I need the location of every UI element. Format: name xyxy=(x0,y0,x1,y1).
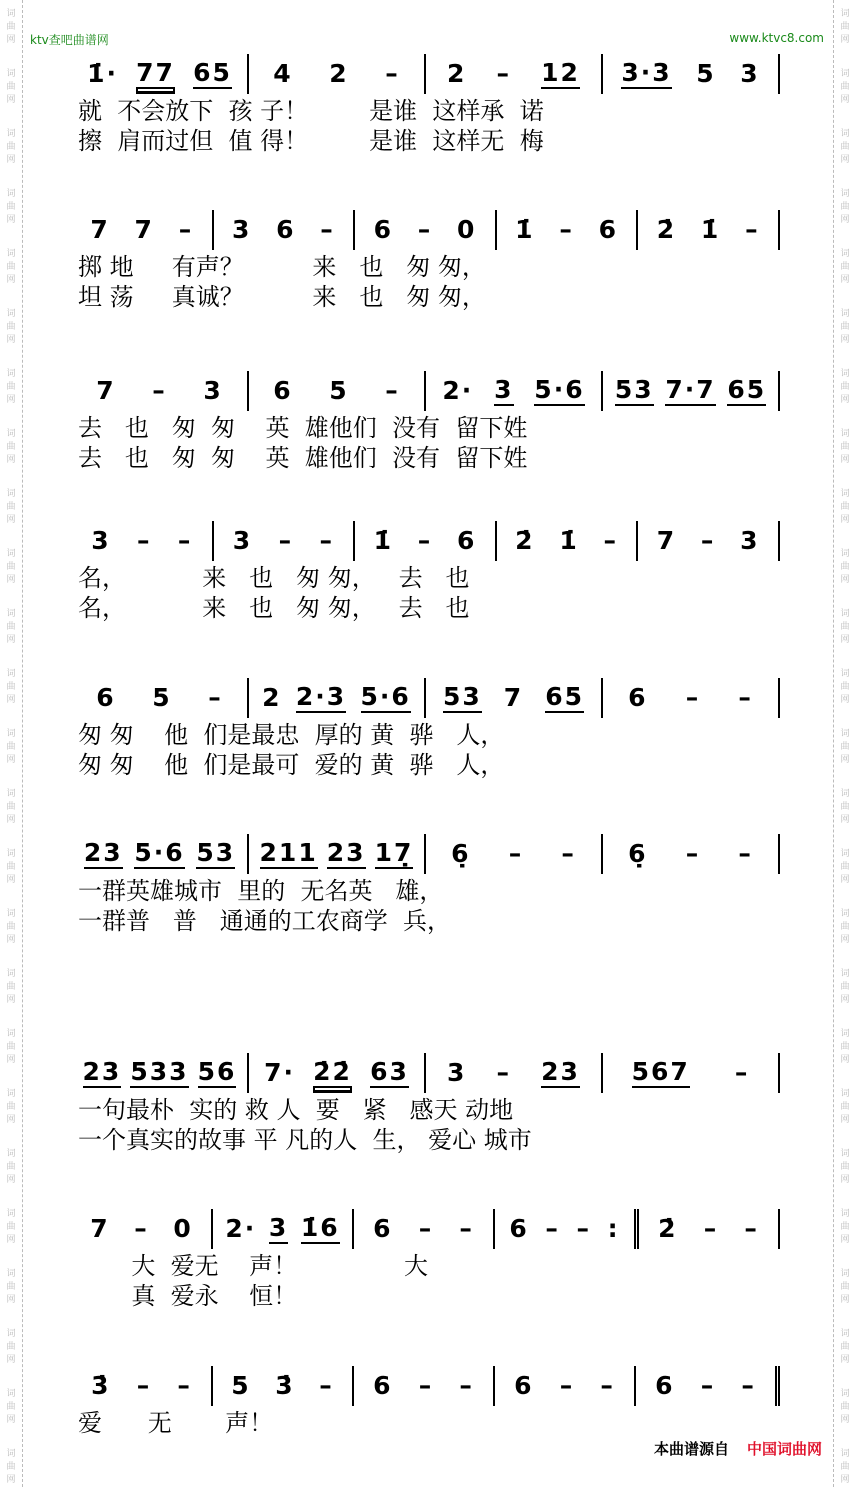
watermark: 词 曲 网 xyxy=(6,1449,16,1485)
note: 2 xyxy=(329,59,349,88)
watermark: 词 曲 网 xyxy=(6,429,16,465)
watermark: 词 曲 网 xyxy=(840,789,850,825)
note: 4 xyxy=(273,59,293,88)
watermark: 词 曲 网 xyxy=(840,129,850,165)
measure xyxy=(249,54,426,94)
note: 5·6 xyxy=(360,682,411,711)
measure xyxy=(603,1053,780,1093)
measure xyxy=(426,371,603,411)
measure xyxy=(78,1209,213,1249)
measure xyxy=(497,521,639,561)
note: 0 xyxy=(173,1214,193,1243)
note: 2̇ xyxy=(658,1214,678,1243)
note: – xyxy=(603,526,618,555)
score-system xyxy=(78,208,780,312)
score-system xyxy=(78,832,780,936)
watermark: 词 曲 网 xyxy=(840,189,850,225)
note: – xyxy=(208,683,223,712)
note: – xyxy=(685,839,701,868)
lyric-line: 大 爱无 声！ 大 xyxy=(78,1252,428,1280)
measure xyxy=(78,521,214,561)
watermark: 词 曲 网 xyxy=(6,69,16,105)
note: 12 xyxy=(541,58,580,87)
lyric-line: 名， 来 也 匆 匆， 去 也 xyxy=(78,594,470,622)
watermark: 词 曲 网 xyxy=(6,9,16,45)
note: 3·3 xyxy=(621,58,672,87)
left-margin xyxy=(0,0,23,1487)
measure xyxy=(603,834,780,874)
note: 533 xyxy=(130,1057,189,1086)
measure xyxy=(249,678,426,718)
score-system xyxy=(78,1364,780,1438)
note: – xyxy=(738,683,753,712)
note: – xyxy=(576,1214,591,1243)
watermark: 词 曲 网 xyxy=(840,729,850,765)
note: 2· xyxy=(225,1214,257,1243)
site-name: ktv查吧曲谱网 xyxy=(30,33,109,47)
note: 2 xyxy=(447,59,467,88)
note: – xyxy=(741,1371,756,1400)
note: 7 xyxy=(90,215,110,244)
note: – xyxy=(417,526,433,555)
measure xyxy=(78,834,249,874)
watermark: 词 曲 网 xyxy=(6,1389,16,1425)
note: 23 xyxy=(326,838,366,867)
note: – xyxy=(508,839,524,868)
note: 65 xyxy=(193,58,232,87)
note: 3 xyxy=(232,526,253,555)
measure xyxy=(354,1209,495,1249)
notes-row xyxy=(78,1207,780,1251)
source-label: 本曲谱源自 xyxy=(653,1440,729,1458)
note: – xyxy=(178,215,194,244)
note: 65 xyxy=(545,682,584,711)
note: – xyxy=(700,526,716,555)
note: – xyxy=(734,1058,750,1087)
watermark: 词 曲 网 xyxy=(840,1329,850,1365)
watermark: 词 曲 网 xyxy=(6,1269,16,1305)
watermark: 词 曲 网 xyxy=(840,309,850,345)
note: 77 xyxy=(136,58,175,87)
note: 6 xyxy=(655,1371,675,1400)
note: – xyxy=(320,215,335,244)
watermark: 词 曲 网 xyxy=(840,9,850,45)
watermark: 词 曲 网 xyxy=(840,1149,850,1185)
notes-row xyxy=(78,1364,780,1408)
note: 1̇ xyxy=(515,215,535,244)
note: 23 xyxy=(541,1057,580,1086)
watermark: 词 曲 网 xyxy=(6,969,16,1005)
watermark: 词 曲 网 xyxy=(840,969,850,1005)
note: 3 xyxy=(91,526,111,555)
score-system xyxy=(78,519,780,623)
note: 3̇ xyxy=(275,1371,295,1400)
measure xyxy=(78,210,214,250)
watermark: 词 曲 网 xyxy=(6,1329,16,1365)
watermark: 词 曲 网 xyxy=(840,489,850,525)
watermark: 词 曲 网 xyxy=(840,1389,850,1425)
watermark: 词 曲 网 xyxy=(6,849,16,885)
note: – xyxy=(418,1214,434,1243)
measure xyxy=(213,1209,354,1249)
measure xyxy=(249,834,426,874)
note: – xyxy=(745,215,760,244)
note: – xyxy=(600,1371,615,1400)
note: 7 xyxy=(656,526,677,555)
watermark: 词 曲 网 xyxy=(6,789,16,825)
note: 6 xyxy=(598,215,618,244)
lyric-line: 去 也 匆 匆 英 雄他们 没有 留下姓 xyxy=(78,414,528,442)
right-margin xyxy=(833,0,856,1487)
note: 211 xyxy=(259,838,318,867)
note: 5 xyxy=(696,59,716,88)
note: 1̇ xyxy=(559,526,579,555)
watermark: 词 曲 网 xyxy=(6,1149,16,1185)
watermark: 词 曲 网 xyxy=(840,849,850,885)
measure xyxy=(355,521,497,561)
note: 6 xyxy=(276,215,296,244)
note: – xyxy=(177,526,193,555)
site-url[interactable]: www.ktvc8.com xyxy=(729,31,824,45)
watermark: 词 曲 网 xyxy=(6,1089,16,1125)
watermark: 词 曲 网 xyxy=(840,909,850,945)
note: 2̇ xyxy=(515,526,535,555)
note: – xyxy=(559,215,574,244)
measure xyxy=(78,54,249,94)
measure xyxy=(603,54,780,94)
lyric-line: 坦 荡 真诚？ 来 也 匆 匆， xyxy=(78,283,486,311)
watermark: 词 曲 网 xyxy=(6,129,16,165)
measure xyxy=(78,371,249,411)
note: 7·7 xyxy=(665,375,716,404)
measure xyxy=(78,1366,213,1406)
measure xyxy=(354,1366,495,1406)
watermark: 词 曲 网 xyxy=(6,249,16,285)
note: 5 xyxy=(231,1371,251,1400)
note: 23 xyxy=(83,838,123,867)
note: 6 xyxy=(373,1371,393,1400)
note: 6 xyxy=(628,683,648,712)
note: 3̇ xyxy=(91,1371,111,1400)
note: 6 xyxy=(96,683,116,712)
watermark: 词 曲 网 xyxy=(840,69,850,105)
note: 1̇· xyxy=(87,59,118,88)
note: – xyxy=(136,1371,152,1400)
lyric-line: 掷 地 有声？ 来 也 匆 匆， xyxy=(78,253,486,281)
note: – xyxy=(418,1371,434,1400)
note: 2 xyxy=(262,683,282,712)
note: 6 xyxy=(456,526,477,555)
lyric-line: 就 不会放下 孩 子！ 是谁 这样承 诺 xyxy=(78,97,544,125)
watermark: 词 曲 网 xyxy=(840,369,850,405)
note: – xyxy=(385,376,400,405)
notes-row xyxy=(78,369,780,413)
note: 1̇6 xyxy=(300,1213,340,1242)
note: 567 xyxy=(631,1057,690,1086)
watermark: 词 曲 网 xyxy=(6,1029,16,1065)
lyric-line: 匆 匆 他 们是最可 爱的 黄 骅 人， xyxy=(78,751,505,779)
watermark: 词 曲 网 xyxy=(840,1449,850,1485)
note: 7 xyxy=(96,376,116,405)
note: 5 xyxy=(152,683,172,712)
watermark: 词 曲 网 xyxy=(6,729,16,765)
notes-row xyxy=(78,1051,780,1095)
measure xyxy=(78,1053,249,1093)
note: 6 xyxy=(509,1214,529,1243)
note: – xyxy=(738,839,753,868)
measure xyxy=(426,54,603,94)
note: – xyxy=(417,215,433,244)
note: 6 xyxy=(514,1371,534,1400)
measure xyxy=(495,1209,639,1249)
note: 1̇ xyxy=(373,526,393,555)
measure xyxy=(355,210,497,250)
note: 53 xyxy=(196,838,236,867)
note: 5 xyxy=(329,376,349,405)
score-system xyxy=(78,52,780,156)
note: – xyxy=(319,526,334,555)
measure xyxy=(426,678,603,718)
note: – xyxy=(136,526,152,555)
note: – xyxy=(319,1371,334,1400)
watermark: 词 曲 网 xyxy=(840,249,850,285)
lyric-line: 匆 匆 他 们是最忠 厚的 黄 骅 人， xyxy=(78,721,505,749)
watermark: 词 曲 网 xyxy=(840,1089,850,1125)
measure xyxy=(636,1366,780,1406)
watermark: 词 曲 网 xyxy=(840,1269,850,1305)
measure xyxy=(495,1366,636,1406)
note: 6 xyxy=(373,215,393,244)
lyric-line: 爱 无 声！ xyxy=(78,1409,274,1437)
note: 0 xyxy=(456,215,477,244)
note: 7 xyxy=(134,215,154,244)
note: – xyxy=(496,1058,512,1087)
measure xyxy=(426,834,603,874)
note: – xyxy=(561,839,576,868)
measure xyxy=(213,1366,354,1406)
note: 5·6 xyxy=(534,375,585,404)
watermark: 词 曲 网 xyxy=(840,549,850,585)
measure xyxy=(426,1053,603,1093)
watermark: 词 曲 网 xyxy=(840,429,850,465)
watermark: 词 曲 网 xyxy=(840,1029,850,1065)
note: 7· xyxy=(264,1058,295,1087)
note: 2̇2̇ xyxy=(313,1057,352,1086)
note: – xyxy=(559,1371,575,1400)
lyric-line: 一句最朴 实的 救 人 要 紧 感天 动地 xyxy=(78,1096,514,1124)
note: – xyxy=(703,1214,719,1243)
measure xyxy=(603,371,780,411)
watermark: 词 曲 网 xyxy=(6,609,16,645)
note: 63 xyxy=(370,1057,409,1086)
lyric-line: 去 也 匆 匆 英 雄他们 没有 留下姓 xyxy=(78,444,528,472)
notes-row xyxy=(78,519,780,563)
note: 6 xyxy=(273,376,293,405)
note: 7 xyxy=(90,1214,110,1243)
watermark: 词 曲 网 xyxy=(6,309,16,345)
note: 2· xyxy=(442,376,474,405)
notes-row xyxy=(78,676,780,720)
watermark: 词 曲 网 xyxy=(6,189,16,225)
note: 23 xyxy=(82,1057,122,1086)
note: – xyxy=(744,1214,759,1243)
note: – xyxy=(134,1214,149,1243)
measure xyxy=(214,521,356,561)
measure xyxy=(497,210,639,250)
note: 3 xyxy=(740,526,760,555)
lyric-line: 一个真实的故事 平 凡的人 生， 爱心 城市 xyxy=(78,1126,532,1154)
measure xyxy=(639,1209,780,1249)
score-system xyxy=(78,369,780,473)
measure xyxy=(603,678,780,718)
note: – xyxy=(459,1214,474,1243)
watermark: 词 曲 网 xyxy=(6,669,16,705)
lyric-line: 一群英雄城市 里的 无名英 雄， xyxy=(78,877,444,905)
note: – xyxy=(152,376,167,405)
watermark: 词 曲 网 xyxy=(6,549,16,585)
watermark: 词 曲 网 xyxy=(840,1209,850,1245)
note: 2̇ xyxy=(656,215,677,244)
note: – xyxy=(496,59,512,88)
note: 7 xyxy=(503,683,524,712)
note: 65 xyxy=(727,375,767,404)
note: 2·3 xyxy=(295,682,347,711)
note: – xyxy=(278,526,294,555)
note: 53 xyxy=(443,682,482,711)
note: 1̇ xyxy=(700,215,721,244)
score-system xyxy=(78,1207,780,1311)
note: 3 xyxy=(268,1213,289,1242)
note: 3 xyxy=(494,375,514,404)
notes-row xyxy=(78,832,780,876)
score-system xyxy=(78,676,780,780)
watermark: 词 曲 网 xyxy=(840,609,850,645)
note: : xyxy=(607,1214,620,1243)
note: 6̣ xyxy=(628,839,648,868)
watermark: 词 曲 网 xyxy=(6,369,16,405)
note: 3 xyxy=(447,1058,467,1087)
watermark: 词 曲 网 xyxy=(840,669,850,705)
measure xyxy=(638,521,780,561)
note: – xyxy=(177,1371,192,1400)
note: 3 xyxy=(231,215,252,244)
watermark: 词 曲 网 xyxy=(6,489,16,525)
note: 3 xyxy=(740,59,760,88)
note: 6̣ xyxy=(451,839,471,868)
lyric-line: 擦 肩而过但 值 得！ 是谁 这样无 梅 xyxy=(78,127,544,155)
watermark: 词 曲 网 xyxy=(6,1209,16,1245)
measure xyxy=(249,371,426,411)
lyric-line: 真 爱永 恒！ xyxy=(78,1282,298,1310)
lyric-line: 一群普 普 通通的工农商学 兵， xyxy=(78,907,452,935)
footer xyxy=(654,1438,822,1459)
note: – xyxy=(700,1371,716,1400)
notes-row xyxy=(78,208,780,252)
note: 53 xyxy=(614,375,654,404)
lyric-line: 名， 来 也 匆 匆， 去 也 xyxy=(78,564,470,592)
brand-link[interactable]: 中国词曲网 xyxy=(746,1440,822,1458)
score-system xyxy=(78,1051,780,1155)
note: 56 xyxy=(197,1057,237,1086)
note: 17̣ xyxy=(374,838,414,867)
note: – xyxy=(385,59,400,88)
watermark: 词 曲 网 xyxy=(6,909,16,945)
note: 6 xyxy=(373,1214,393,1243)
note: – xyxy=(685,683,701,712)
notes-row xyxy=(78,52,780,96)
note: 5·6 xyxy=(134,838,185,867)
measure xyxy=(214,210,356,250)
note: – xyxy=(459,1371,474,1400)
measure xyxy=(78,678,249,718)
note: – xyxy=(545,1214,560,1243)
measure xyxy=(249,1053,426,1093)
note: 3 xyxy=(203,376,223,405)
measure xyxy=(638,210,780,250)
